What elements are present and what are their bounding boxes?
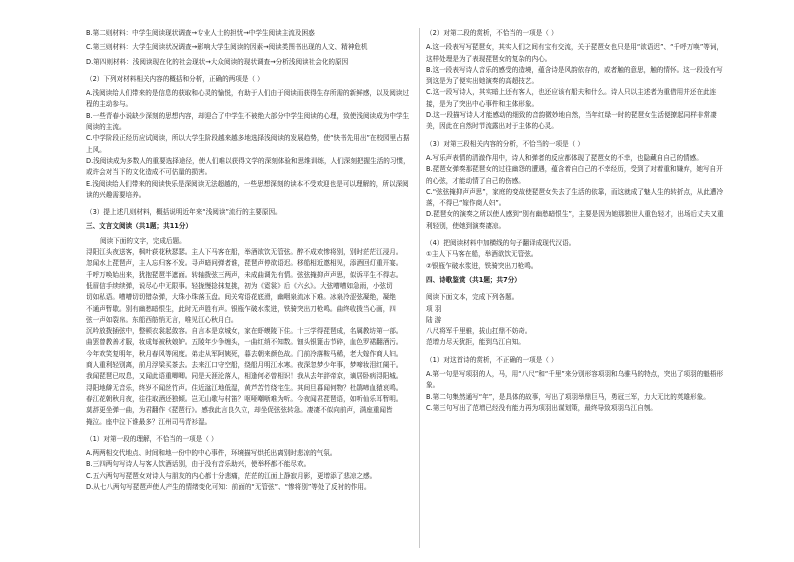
passage-line: 春江花朝秋月夜，往往取酒还独倾。岂无山歌与村笛？呕哑嘲哳难为听。今夜闻君琵琶语，如听仙乐耳暂明。 — [86, 394, 403, 403]
passage-line: 今年欢笑复明年，秋月春风等闲度。弟走从军阿姨死，暮去朝来颜色故。门前冷落鞍马稀，老大嫁作商人妇。 — [86, 349, 403, 358]
r-question-4-line-2: ②银瓶乍破水浆迸，铁骑突出刀枪鸣。 — [426, 261, 538, 270]
question-1-option-d: D.从七八两句写琵琶声使人产生的情绪变化可知：前面的“无管弦”、“惨将别”等处了反衬的作用。 — [86, 482, 371, 491]
r-question-2-stem: （2）对第二段的赏析，不恰当的一项是（ ） — [426, 29, 558, 37]
poem-question-1-option-c: C.第三句写出了范增已经没有能力再为项羽出谋划策，最终导致项羽乌江自刎。 — [426, 403, 657, 412]
r-question-3-option-c: C.“弦弦掩抑声声思”，家庭的变故使琵琶女失去了生活的依靠，而这就成了魅人生的转折点，从此遭冷落，不得已“嫁作商人妇”。 — [426, 187, 724, 208]
passage-line: 浔阳地僻无音乐，终岁不闻丝竹声。住近湓江地低湿，黄芦苦竹绕宅生。其间旦暮闻何物？杜鹃啼血猿哀鸣。 — [86, 383, 403, 392]
r-question-3-option-b: B.琵琶女弹奏那琵琶女的过往幽怨的遭遇，蕴含着自白己的不幸经历，受到了对着重和嫌弃，她写自开的心弦，才能动情了自己的伤感。 — [426, 165, 723, 185]
passage-line: 不通声暂歇。别有幽愁暗恨生，此时无声胜有声。银瓶乍破水浆迸，铁骑突出刀枪鸣。曲终收拨当心画，四 — [86, 304, 396, 313]
option-b-material: B.第二则材料：中学生阅读现状调查→专业人士的担忧→中学生阅读主流及困惑 — [86, 29, 315, 37]
question-2-option-b: B.一些青春小说缺少深刻的思想内容，却迎合了中学生不被绝大部分中学生阅读的心理，致使浅阅读成为中学生阅读的主流。 — [86, 111, 410, 132]
right-column — [426, 28, 726, 414]
passage-line: 莫辞更坐弹一曲，为君翻作《琵琶行》。感我此言良久立，却坐促弦弦转急。凄凄不似向前声，满座重闻皆 — [86, 406, 393, 415]
poem-author: 陆 游 — [426, 315, 442, 324]
r-question-3-option-a: A.写乐声表情的清澈作用中，诗人和弹者的反应都体现了琵琶女的不幸，也隐藏自自己的情感。 — [426, 153, 703, 162]
section-3-heading: 三、文言文阅读（共1题；共11分） — [86, 222, 193, 231]
poem-line-2: 范增力尽天犹拒，能到乌江自知。 — [426, 338, 525, 347]
r-question-3-option-d: D.琵琶女的演奏之所以使人感到“别有幽愁暗恨生”，主要是因为她那独世人重色轻才，出场后丈夫又重利轻别，使她到演奏凄凉。 — [426, 210, 724, 230]
poem-title: 项 羽 — [426, 304, 442, 313]
question-2-option-e: E.浅阅读给人们带来的阅读快乐是深阅读无法超越的，一些思想深刻的读本不受欢迎也是可以理解的，所以深阅读的兴趣需要培养。 — [86, 179, 409, 199]
poem-line-1: 八尺将军千里骓，拔山扛鼎不妨奇。 — [426, 327, 532, 336]
left-column — [86, 28, 414, 493]
passage-line: 掩泣。座中泣下谁最多？江州司马青衫湿。 — [86, 417, 212, 426]
passage-line: 低眉信手续续弹，说尽心中无限事。轻拢慢捻抹复挑，初为《霓裳》后《六幺》。大弦嘈嘈如急雨，小弦切 — [86, 281, 393, 290]
passage-line: 曲罢曾教善才服，妆成每被秋娘妒。五陵年少争缠头，一曲红绡不知数。钿头银篦击节碎，血色罗裙翻酒污。 — [86, 338, 403, 347]
r-question-3-stem: （3）对第三段相关内容的分析，不恰当的一项是（ ） — [426, 139, 584, 148]
option-d-material: D.第四则材料：浅阅读现在化的社会现状→大众阅读的现状调查→分析浅阅读社会化的原因 — [86, 57, 349, 66]
passage-line: 我闻琵琶已叹息，又闻此语重唧唧。同是天涯沦落人，相逢何必曾相识！我从去年辞帝京，谪居卧病浔阳城。 — [86, 372, 403, 381]
r-question-2-option-a: A.这一段表写写琵琶女，其实人们之间有宝有交流，关于琵琶女也只是用“欲语迟”、“千呼万唤”等词，这样处理是为了表现琵琶女的复杂的内心。 — [426, 43, 724, 63]
poem-question-1-option-a: A.第一句是写项羽的人，马，用“八尺”和“千里”来分别形容项羽和乌骓马的特点，突出了项羽的魁梧形象。 — [426, 370, 724, 390]
column-divider — [419, 28, 420, 548]
passage-line: 弦一声如裂帛。东船西舫悄无言，唯见江心秋月白。 — [86, 315, 238, 324]
question-1-stem: （1）对第一段的理解，不恰当的一项是（ ） — [86, 434, 218, 443]
passage-line: 切如私语。嘈嘈切切错杂弹，大珠小珠落玉盘。间关莺语花底滑，幽咽泉流冰下难。冰泉冷涩弦凝绝，凝绝 — [86, 293, 396, 302]
option-c-material: C.第三则材料：大学生阅读状况调查→影响大学生阅读的因素→阅读类图书出现的人文、精神危机 — [86, 43, 368, 52]
poem-intro: 阅读下面文本，完成下列各题。 — [426, 293, 519, 302]
r-question-4-line-1: ①主人下马客在船，举酒欲饮无管弦。 — [426, 250, 538, 259]
question-2-option-d: D.浅阅读成为多数人的重要选择途径，使人们难以获得文学的深刻体验和思维训练，人们深刻把握生活的习惯，或许会对当下的文化造成不可估量的损害。 — [86, 156, 410, 177]
passage-line: 沉吟放拨插弦中，整顿衣裳起敛容。自言本是京城女，家在虾蟆陵下住。十三学得琵琶成，名属教坊第一部。 — [86, 327, 403, 336]
question-1-option-a: A.两两相交代地点、时间和地一份中的中心事件，环境描写烘托出离别时悲凉的气氛。 — [86, 449, 337, 458]
question-3-stem: （3）提上述几则材料，概括说明近年来“浅阅读”流行的主要原因。 — [86, 208, 282, 217]
r-question-2-option-d: D.这一段描写诗人才能感动的细致的音韵微妙地自然，当年红绿一时的琵琶女生活便撩起同样非常凄美，因此在自然时节流露出对于主体的心灵。 — [426, 111, 717, 131]
question-2-option-c: C.中学阶段正经历应试阅读，所以大学生阶段越来越多地选择浅阅读的发展趋势，使“快书先用出”在校园里占据上风。 — [86, 134, 410, 154]
reading-intro: 阅读下面的文字，完成后题。 — [100, 236, 186, 245]
question-1-option-c: C.五六两句写琵琶女对诗人与朋友的内心都十分悲痛，茫茫的江面上静寂月影，更增添了悲凉之感。 — [86, 471, 377, 480]
question-2-option-a: A.浅阅读给人们带来的是信息的获取和心灵的愉悦，有助于人们由于阅读而获得生存所需的新鲜感，以及阅读过程的主动参与。 — [86, 89, 409, 109]
passage-line: 浔阳江头夜送客，枫叶荻花秋瑟瑟。主人下马客在船，举酒欲饮无管弦。醉不成欢惨将别，别时茫茫江浸月。 — [86, 248, 403, 257]
passage-line: 千呼万唤始出来，犹抱琵琶半遮面。转轴拨弦三两声，未成曲调先有情。弦弦掩抑声声思，似诉平生不得志。 — [86, 270, 403, 279]
r-question-2-option-b: B.这一段表写诗人音乐的感受的造境，蕴含诗是风韵依存的，或者触的意思，触的情怀。这一段没有写到这是为了便实出她演奏的高超技艺。 — [426, 65, 723, 86]
section-4-heading: 四、诗歌鉴赏（共1题；共7分） — [426, 275, 521, 284]
passage-line: 忽闻水上琵琶声，主人忘归客不发。寻声暗问弹者谁，琵琶声停欲语迟。移船相近邀相见，添酒回灯重开宴。 — [86, 259, 403, 268]
passage-line: 商人重利轻别离，前月浮梁买茶去。去来江口守空船，绕船月明江水寒。夜深忽梦少年事，梦啼妆泪红阑干。 — [86, 361, 403, 370]
r-question-4-stem: （4）把阅读材料中加横线的句子翻译成现代汉语。 — [426, 239, 576, 248]
poem-question-1-stem: （1）对这首诗的赏析，不正确的一项是（ ） — [426, 355, 558, 364]
question-2-stem: （2）下列对材料相关内容的概括和分析，正确的两项是（ ） — [86, 74, 264, 83]
r-question-2-option-c: C.这一段写诗人，其实暗上还有客人，也还应该有船夫和什么。诗人只以主述者为重借用并还在此连接，是为了突出中心事件和主体形象。 — [426, 88, 717, 108]
poem-question-1-option-b: B.第二句集然通写“年”，是具体的故事，写出了项羽举鼎巨马，勇冠三军，力大无比的英雄形象。 — [426, 392, 710, 401]
question-1-option-b: B.三四两句写诗人与客人饮酒话别，由于没有音乐助兴，使举杯都不能尽欢。 — [86, 460, 311, 469]
passage — [86, 247, 414, 428]
